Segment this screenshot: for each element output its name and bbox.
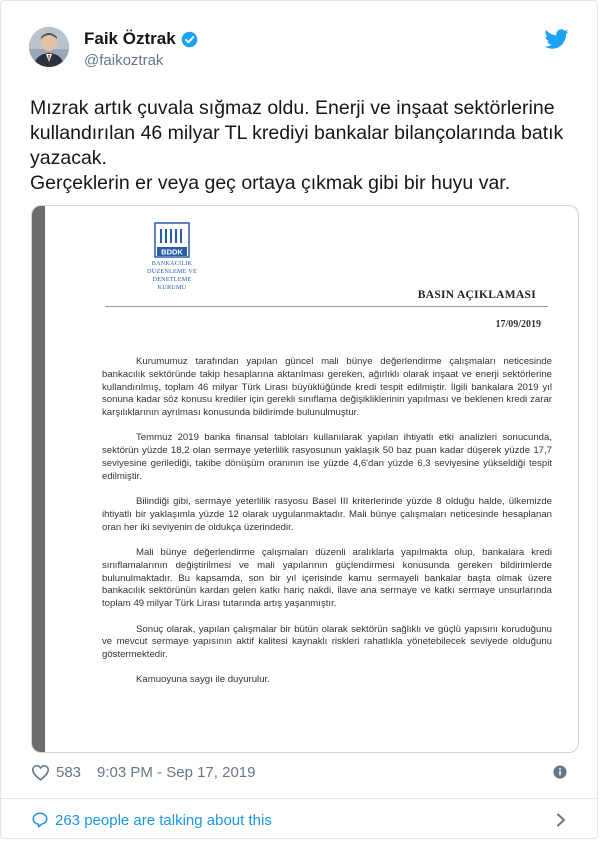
document-paragraph: Kamuoyuna saygı ile duyurulur. — [136, 674, 270, 686]
document-title: BASIN AÇIKLAMASI — [417, 289, 536, 301]
verified-badge-icon — [181, 31, 198, 48]
tweet-meta — [31, 764, 255, 781]
info-icon[interactable] — [553, 765, 567, 779]
document-paragraph: Temmuz 2019 banka finansal tabloları kullanılarak yapılan ihtiyatlı etki analizleri sonucunda, sektörün yüzde 18,2 olan sermaye yeterlilik rasyosunun yaklaşık 50 baz puan kadar düşerek yüzde 17,7 seviyesine gerilediği, takibe dönüşüm oranının ise yüzde 4,6'dan yüzde 6,3 seviyesine yükseldiği tespit edilmiştir. — [102, 432, 552, 482]
tweet-line: Gerçeklerin er veya geç ortaya çıkmak gibi bir huyu var. — [30, 172, 511, 194]
conversation-link[interactable] — [31, 811, 272, 829]
author-name[interactable]: Faik Öztrak — [84, 29, 176, 48]
document-rule — [105, 306, 548, 307]
attached-image[interactable] — [31, 205, 579, 753]
heart-icon[interactable] — [31, 764, 50, 781]
press-release-document — [45, 206, 578, 752]
author-handle[interactable]: @faikoztrak — [84, 52, 164, 69]
like-count[interactable]: 583 — [56, 764, 82, 781]
document-date: 17/09/2019 — [495, 319, 541, 330]
document-paragraph: Bilindiği gibi, sermaye yeterlilik rasyosu Basel III kriterlerinde yüzde 8 olduğu halde, ülkemizde ihtiyatlı bir yaklaşımla yüzde 12 olarak uygulanmaktadır. Mali bünye çalışmaları neticesinde hesaplanan oran her iki seviyenin de oldukça üzerindedir. — [102, 496, 552, 533]
twitter-bird-icon[interactable] — [545, 27, 569, 51]
document-body — [102, 356, 552, 700]
image-edge-bar — [32, 206, 45, 752]
comment-icon — [31, 811, 49, 829]
logo-caption-line: BANKACILIK — [151, 260, 193, 267]
author-name-row[interactable] — [84, 29, 198, 49]
tweet-text — [30, 96, 575, 196]
chevron-right-icon[interactable] — [555, 813, 567, 827]
logo-caption — [129, 260, 215, 292]
bddk-logo-icon — [153, 221, 191, 259]
divider — [1, 798, 597, 799]
tweet-line: Mızrak artık çuvala sığmaz oldu. Enerji ve inşaat sektörlerine kullandırılan 46 milyar TL krediyi bankalar bilançolarında batık yazacak. — [30, 97, 564, 169]
document-paragraph: Mali bünye değerlendirme çalışmaları düzenli aralıklarla yapılmakta olup, bankalara kredi sınıflamalarının değiştirilmesi ve mali yapılarının güçlendirmesi konusunda gereken bildirimlerde bulunulmaktadır. Bu kapsamda, son bir yıl içerisinde kamu sermayeli bankalar başta olmak üzere bankacılık sektörünün kardan gelen katkı hariç nakdi, ilave ana sermaye ve katkı sermaye unsurlarında toplam 49 milyar Türk Lirası tutarında artış yaşanmıştır. — [102, 547, 552, 610]
logo-caption-line: KURUMU — [157, 284, 187, 291]
logo-abbr: BDDK — [161, 247, 183, 257]
conversation-label[interactable]: 263 people are talking about this — [55, 811, 272, 829]
logo-caption-line: DÜZENLEME VE DENETLEME — [147, 268, 197, 283]
document-paragraph: Kurumumuz tarafından yapılan güncel mali bünye değerlendirme çalışmaları neticesinde bankacılık sektöründe takip hesaplarına aktarılması gereken, ağırlıklı olarak inşaat ve enerji sektörlerine kullandırılmış, toplam 46 milyar Türk Lirası büyüklüğünde kredi tespit edilmiştir. İlgili bankalara 2019 yıl sonuna kadar söz konusu krediler için gerekli sınıflama değişikliklerinin yapılması ve beklenen kredi zarar karşılıklarının ayrılması konusunda bildirimde bulunulmuştur. — [102, 356, 552, 419]
tweet-timestamp[interactable]: 9:03 PM - Sep 17, 2019 — [97, 764, 256, 781]
avatar[interactable] — [29, 27, 69, 67]
document-paragraph: Sonuç olarak, yapılan çalışmalar bir bütün olarak sektörün sağlıklı ve güçlü yapısını koruduğunu ve mevcut sermaye yapısının aktif kalitesi kaynaklı riskleri rahatlıkla yönetebilecek seviyede olduğunu göstermektedir. — [102, 623, 552, 661]
